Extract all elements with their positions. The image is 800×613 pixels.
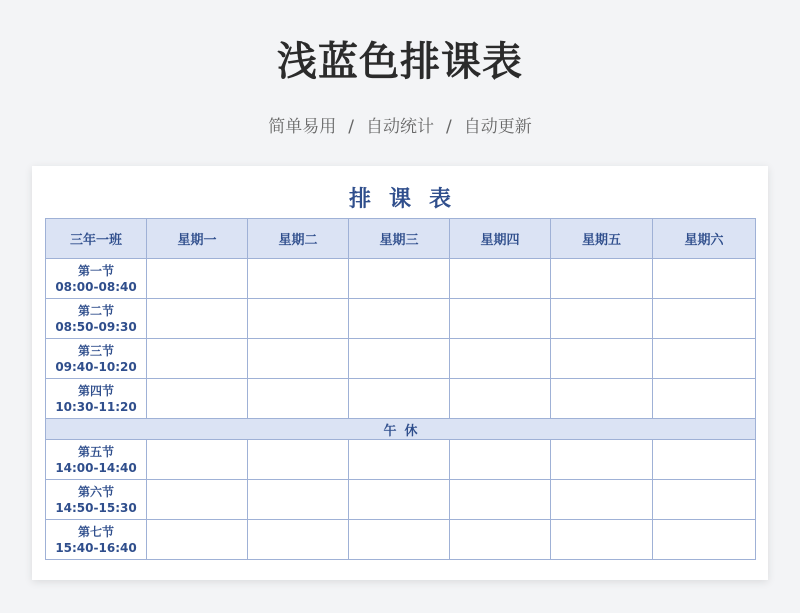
period-time: 14:50-15:30	[55, 500, 137, 515]
class-cell[interactable]	[450, 339, 551, 379]
class-cell[interactable]	[450, 259, 551, 299]
class-cell[interactable]	[450, 299, 551, 339]
class-cell[interactable]	[653, 299, 756, 339]
period-time: 09:40-10:20	[55, 359, 137, 374]
period-label	[46, 379, 147, 419]
class-cell[interactable]	[248, 440, 349, 480]
separator: /	[446, 117, 452, 137]
period-time: 14:00-14:40	[55, 460, 137, 475]
period-name: 第三节	[77, 343, 114, 358]
class-cell[interactable]	[147, 339, 248, 379]
feature-auto-stats: 自动统计	[366, 117, 434, 137]
class-cell[interactable]	[551, 480, 653, 520]
day-header-mon: 星期一	[147, 219, 248, 259]
schedule-table	[45, 218, 756, 560]
class-cell[interactable]	[450, 440, 551, 480]
class-cell[interactable]	[147, 379, 248, 419]
class-cell[interactable]	[349, 379, 450, 419]
table-row	[46, 259, 756, 299]
table-row	[46, 339, 756, 379]
class-cell[interactable]	[551, 299, 653, 339]
period-name: 第四节	[77, 383, 114, 398]
period-time: 08:00-08:40	[55, 279, 137, 294]
class-cell[interactable]	[653, 379, 756, 419]
schedule-sheet	[32, 166, 768, 580]
class-cell[interactable]	[248, 259, 349, 299]
table-row	[46, 379, 756, 419]
feature-easy: 简单易用	[268, 117, 337, 137]
table-row	[46, 480, 756, 520]
period-name: 第二节	[77, 303, 114, 318]
class-cell[interactable]	[349, 259, 450, 299]
class-cell[interactable]	[147, 480, 248, 520]
class-cell[interactable]	[147, 259, 248, 299]
class-cell[interactable]	[551, 520, 653, 560]
class-cell[interactable]	[551, 339, 653, 379]
period-name: 第六节	[77, 484, 114, 499]
period-label	[46, 259, 147, 299]
class-cell[interactable]	[349, 299, 450, 339]
period-time: 08:50-09:30	[55, 319, 137, 334]
table-row	[46, 299, 756, 339]
class-cell[interactable]	[248, 339, 349, 379]
period-label	[46, 440, 147, 480]
period-name: 第一节	[77, 263, 114, 278]
class-cell[interactable]	[248, 520, 349, 560]
period-label	[46, 299, 147, 339]
class-cell[interactable]	[147, 440, 248, 480]
table-row	[46, 440, 756, 480]
class-cell[interactable]	[349, 339, 450, 379]
day-header-fri: 星期五	[551, 219, 653, 259]
class-cell[interactable]	[349, 480, 450, 520]
table-row	[46, 520, 756, 560]
class-cell[interactable]	[349, 440, 450, 480]
class-cell[interactable]	[450, 379, 551, 419]
class-cell[interactable]	[147, 299, 248, 339]
sheet-title: 排课表	[348, 187, 469, 212]
period-label	[46, 339, 147, 379]
separator: /	[348, 117, 354, 137]
class-cell[interactable]	[450, 520, 551, 560]
class-cell[interactable]	[653, 520, 756, 560]
day-header-thu: 星期四	[450, 219, 551, 259]
day-header-wed: 星期三	[349, 219, 450, 259]
class-cell[interactable]	[147, 520, 248, 560]
period-name: 第五节	[77, 444, 114, 459]
class-cell[interactable]	[653, 339, 756, 379]
period-time: 10:30-11:20	[55, 399, 137, 414]
period-label	[46, 480, 147, 520]
period-time: 15:40-16:40	[55, 540, 137, 555]
class-cell[interactable]	[248, 480, 349, 520]
page-title: 浅蓝色排课表	[277, 39, 523, 85]
class-cell[interactable]	[653, 480, 756, 520]
day-header-tue: 星期二	[248, 219, 349, 259]
lunch-break-label: 午休	[46, 419, 756, 440]
class-cell[interactable]	[248, 379, 349, 419]
period-name: 第七节	[77, 524, 114, 539]
class-cell[interactable]	[349, 520, 450, 560]
class-cell[interactable]	[653, 440, 756, 480]
feature-auto-update: 自动更新	[463, 117, 532, 137]
lunch-row	[46, 419, 756, 440]
class-cell[interactable]	[248, 299, 349, 339]
class-cell[interactable]	[653, 259, 756, 299]
class-header: 三年一班	[46, 219, 147, 259]
class-cell[interactable]	[551, 440, 653, 480]
class-cell[interactable]	[450, 480, 551, 520]
class-cell[interactable]	[551, 379, 653, 419]
day-header-sat: 星期六	[653, 219, 756, 259]
feature-tagline	[0, 112, 800, 137]
period-label	[46, 520, 147, 560]
class-cell[interactable]	[551, 259, 653, 299]
header-row	[46, 219, 756, 259]
